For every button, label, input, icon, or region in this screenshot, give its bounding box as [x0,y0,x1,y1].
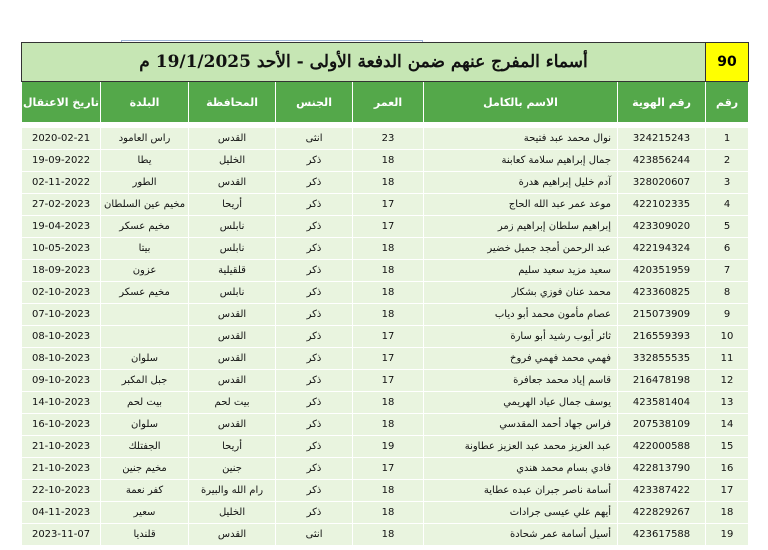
cell-name: يوسف جمال عياد الهريمي [424,392,618,414]
cell-arrest-date: 14-10-2023 [22,392,101,414]
cell-arrest-date: 19-04-2023 [22,216,101,238]
cell-governorate: القدس [189,326,276,348]
cell-town: عزون [101,260,189,282]
cell-name: جمال إبراهيم سلامة كعابنة [424,150,618,172]
column-header-row [22,82,749,123]
release-table [21,42,749,546]
cell-sex: ذكر [276,414,353,436]
cell-age: 18 [353,150,424,172]
table-row [22,436,749,458]
cell-num: 10 [706,326,749,348]
cell-arrest-date: 08-10-2023 [22,348,101,370]
col-header-id: رقم الهوية [618,82,706,123]
cell-arrest-date: 16-10-2023 [22,414,101,436]
cell-age: 18 [353,502,424,524]
cell-name: أسامة ناصر جبران عبده عطاية [424,480,618,502]
cell-age: 18 [353,172,424,194]
cell-age: 18 [353,282,424,304]
cell-town [101,304,189,326]
cell-sex: ذكر [276,480,353,502]
cell-num: 6 [706,238,749,260]
cell-governorate: قلقيلية [189,260,276,282]
cell-sex: انثى [276,128,353,150]
cell-num: 18 [706,502,749,524]
cell-town: مخيم جنين [101,458,189,480]
cell-sex: انثى [276,524,353,546]
cell-id: 422829267 [618,502,706,524]
cell-arrest-date: 04-11-2023 [22,502,101,524]
cell-sex: ذكر [276,282,353,304]
cell-id: 423309020 [618,216,706,238]
cell-id: 332855535 [618,348,706,370]
cell-age: 18 [353,304,424,326]
cell-num: 12 [706,370,749,392]
cell-town: سعير [101,502,189,524]
cell-governorate: القدس [189,524,276,546]
cell-sex: ذكر [276,458,353,480]
table-row [22,370,749,392]
cell-sex: ذكر [276,172,353,194]
cell-id: 324215243 [618,128,706,150]
cell-town: بيت لحم [101,392,189,414]
total-count: 90 [706,43,749,82]
cell-age: 18 [353,392,424,414]
cell-id: 423360825 [618,282,706,304]
cell-town: مخيم عين السلطان [101,194,189,216]
page-title: أسماء المفرج عنهم ضمن الدفعة الأولى - الأحد 19/1/2025 م [22,43,706,82]
cell-town: راس العامود [101,128,189,150]
cell-num: 7 [706,260,749,282]
cell-id: 423387422 [618,480,706,502]
release-list-sheet [21,42,748,546]
table-body [22,128,749,546]
table-row [22,260,749,282]
cell-arrest-date: 19-09-2022 [22,150,101,172]
cell-num: 11 [706,348,749,370]
cell-name: عبد الرحمن أمجد جميل خضير [424,238,618,260]
cell-age: 18 [353,260,424,282]
cell-governorate: الخليل [189,502,276,524]
cell-arrest-date: 09-10-2023 [22,370,101,392]
cell-governorate: نابلس [189,216,276,238]
cell-age: 17 [353,370,424,392]
cell-governorate: القدس [189,172,276,194]
cell-sex: ذكر [276,370,353,392]
cell-governorate: أريحا [189,436,276,458]
cell-age: 18 [353,238,424,260]
cell-town: سلوان [101,348,189,370]
cell-sex: ذكر [276,304,353,326]
title-row [22,43,749,82]
cell-name: موعد عمر عبد الله الحاج [424,194,618,216]
cell-num: 2 [706,150,749,172]
cell-name: فادي بسام محمد هندي [424,458,618,480]
table-row [22,194,749,216]
cell-governorate: جنين [189,458,276,480]
cell-age: 17 [353,326,424,348]
cell-id: 216559393 [618,326,706,348]
cell-sex: ذكر [276,348,353,370]
cell-governorate: القدس [189,304,276,326]
cell-name: عصام مأمون محمد أبو دياب [424,304,618,326]
cell-town: بيتا [101,238,189,260]
cell-governorate: أريحا [189,194,276,216]
table-row [22,458,749,480]
cell-sex: ذكر [276,238,353,260]
cell-town: كفر نعمة [101,480,189,502]
cell-town: قلنديا [101,524,189,546]
cell-arrest-date: 18-09-2023 [22,260,101,282]
cell-num: 14 [706,414,749,436]
cell-num: 5 [706,216,749,238]
cell-arrest-date: 2020-02-21 [22,128,101,150]
cell-age: 17 [353,458,424,480]
cell-num: 4 [706,194,749,216]
cell-town [101,326,189,348]
table-row [22,128,749,150]
cell-town: يطا [101,150,189,172]
cell-id: 420351959 [618,260,706,282]
cell-name: أيهم علي عيسى جرادات [424,502,618,524]
table-row [22,392,749,414]
cell-name: محمد عنان فوزي بشكار [424,282,618,304]
cell-id: 328020607 [618,172,706,194]
cell-id: 422813790 [618,458,706,480]
cell-sex: ذكر [276,194,353,216]
cell-name: فهمي محمد فهمي فروخ [424,348,618,370]
cell-arrest-date: 27-02-2023 [22,194,101,216]
col-header-num: رقم [706,82,749,123]
col-header-age: العمر [353,82,424,123]
col-header-name: الاسم بالكامل [424,82,618,123]
table-row [22,150,749,172]
cell-arrest-date: 2023-11-07 [22,524,101,546]
table-row [22,502,749,524]
cell-governorate: القدس [189,128,276,150]
table-row [22,326,749,348]
cell-sex: ذكر [276,392,353,414]
cell-town: مخيم عسكر [101,216,189,238]
cell-governorate: رام الله والبيرة [189,480,276,502]
cell-age: 17 [353,348,424,370]
col-header-arrest-date: تاريخ الاعتقال [22,82,101,123]
cell-id: 215073909 [618,304,706,326]
cell-arrest-date: 07-10-2023 [22,304,101,326]
cell-id: 207538109 [618,414,706,436]
cell-sex: ذكر [276,216,353,238]
cell-age: 18 [353,524,424,546]
cell-arrest-date: 02-11-2022 [22,172,101,194]
cell-sex: ذكر [276,436,353,458]
cell-name: آدم خليل إبراهيم هدرة [424,172,618,194]
cell-num: 9 [706,304,749,326]
cell-age: 17 [353,216,424,238]
cell-name: أسيل أسامة عمر شحادة [424,524,618,546]
cell-id: 423617588 [618,524,706,546]
table-row [22,480,749,502]
cell-age: 23 [353,128,424,150]
col-header-governorate: المحافظة [189,82,276,123]
cell-id: 422000588 [618,436,706,458]
cell-town: الطور [101,172,189,194]
table-row [22,348,749,370]
cell-name: ثائر أيوب رشيد أبو سارة [424,326,618,348]
cell-id: 216478198 [618,370,706,392]
cell-num: 17 [706,480,749,502]
cell-governorate: القدس [189,370,276,392]
cell-num: 1 [706,128,749,150]
cell-name: نوال محمد عبد فتيحة [424,128,618,150]
cell-age: 18 [353,480,424,502]
cell-num: 3 [706,172,749,194]
cell-id: 423581404 [618,392,706,414]
table-row [22,238,749,260]
cell-name: قاسم إياد محمد جعافرة [424,370,618,392]
cell-age: 19 [353,436,424,458]
cell-name: فراس جهاد أحمد المقدسي [424,414,618,436]
cell-governorate: نابلس [189,238,276,260]
cell-id: 422194324 [618,238,706,260]
cell-name: سعيد مزيد سعيد سليم [424,260,618,282]
cell-arrest-date: 22-10-2023 [22,480,101,502]
cell-num: 8 [706,282,749,304]
cell-governorate: القدس [189,348,276,370]
cell-governorate: نابلس [189,282,276,304]
cell-sex: ذكر [276,502,353,524]
col-header-town: البلدة [101,82,189,123]
cell-name: إبراهيم سلطان إبراهيم زمر [424,216,618,238]
cell-num: 13 [706,392,749,414]
cell-arrest-date: 08-10-2023 [22,326,101,348]
table-row [22,414,749,436]
table-row [22,172,749,194]
cell-town: مخيم عسكر [101,282,189,304]
cell-arrest-date: 10-05-2023 [22,238,101,260]
cell-governorate: الخليل [189,150,276,172]
cell-sex: ذكر [276,150,353,172]
table-row [22,304,749,326]
col-header-sex: الجنس [276,82,353,123]
cell-arrest-date: 02-10-2023 [22,282,101,304]
cell-id: 423856244 [618,150,706,172]
cell-town: جبل المكبر [101,370,189,392]
table-row [22,524,749,546]
cell-town: الجفتلك [101,436,189,458]
cell-age: 17 [353,194,424,216]
cell-town: سلوان [101,414,189,436]
cell-id: 422102335 [618,194,706,216]
cell-arrest-date: 21-10-2023 [22,436,101,458]
cell-num: 16 [706,458,749,480]
cell-arrest-date: 21-10-2023 [22,458,101,480]
cell-sex: ذكر [276,260,353,282]
cell-sex: ذكر [276,326,353,348]
cell-governorate: بيت لحم [189,392,276,414]
table-row [22,216,749,238]
cell-governorate: القدس [189,414,276,436]
cell-num: 19 [706,524,749,546]
cell-age: 18 [353,414,424,436]
table-row [22,282,749,304]
cell-name: عبد العزيز محمد عبد العزيز عطاونة [424,436,618,458]
cell-num: 15 [706,436,749,458]
